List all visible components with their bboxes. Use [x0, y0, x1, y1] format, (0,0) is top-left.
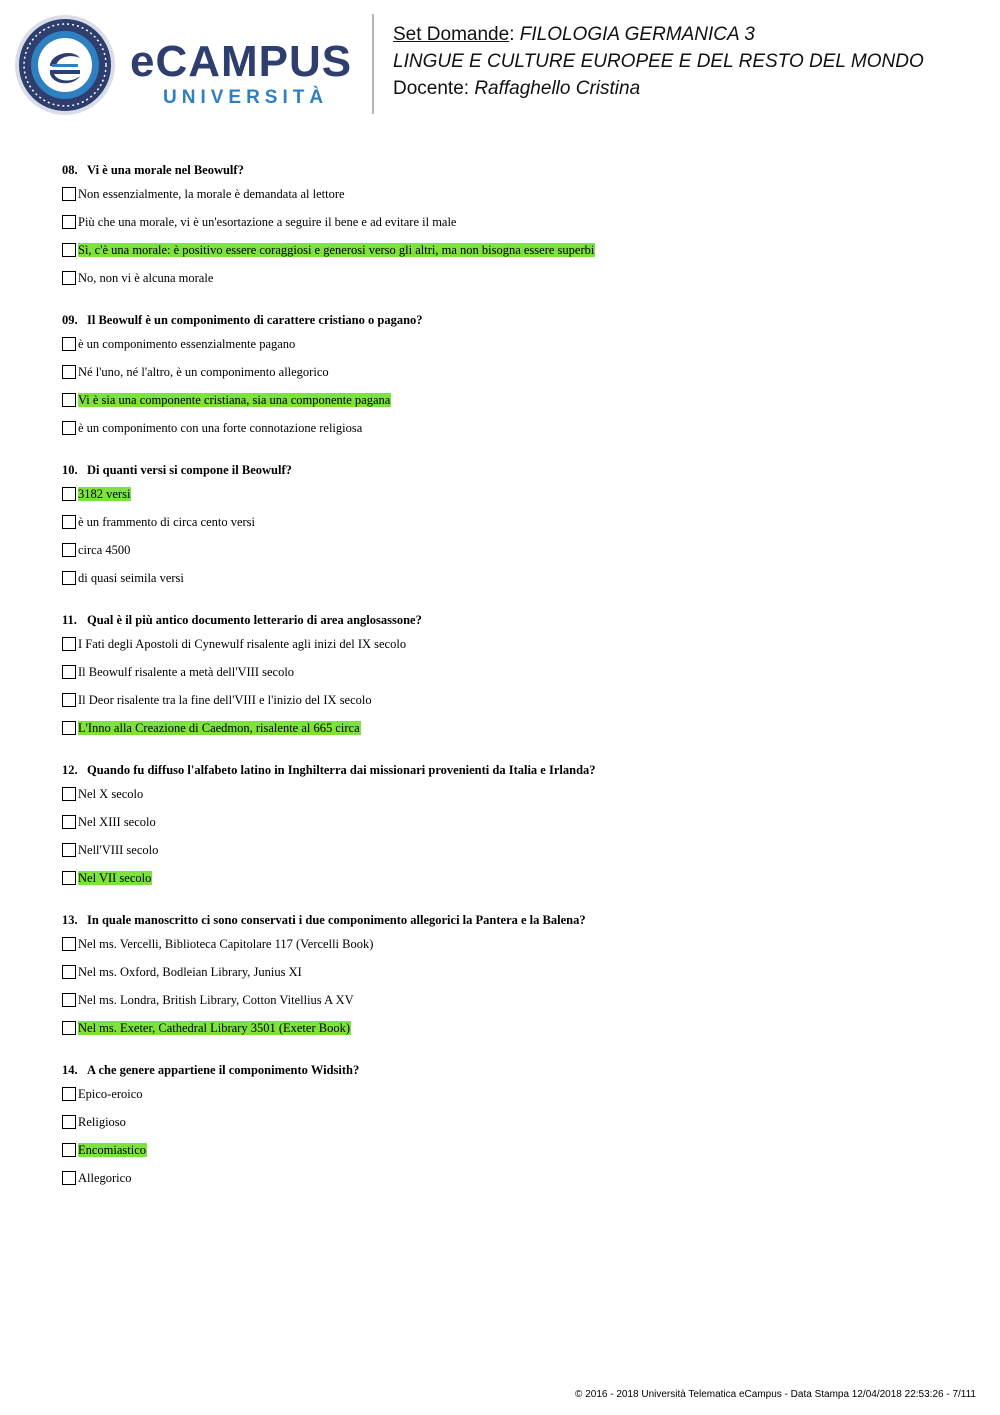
question-number: 09.	[62, 313, 78, 327]
question-block	[62, 912, 962, 1049]
answer-text: è un frammento di circa cento versi	[78, 515, 256, 529]
page-footer: © 2016 - 2018 Università Telematica eCampus - Data Stampa 12/04/2018 22:53:26 - 7/111	[575, 1389, 976, 1400]
question-title	[62, 462, 962, 478]
answer-text-correct: L'Inno alla Creazione di Caedmon, risalente al 665 circa	[78, 721, 360, 735]
teacher-name: Raffaghello Cristina	[474, 78, 641, 99]
answer-text: Allegorico	[78, 1171, 132, 1185]
question-text: In quale manoscritto ci sono conservati i due componimento allegorici la Pantera e la Balena?	[87, 913, 586, 927]
answer-checkbox[interactable]	[62, 965, 76, 979]
header-divider	[372, 14, 374, 114]
answer-option[interactable]	[62, 1143, 962, 1171]
answer-text: Nel XIII secolo	[78, 815, 156, 829]
answer-option[interactable]	[62, 637, 962, 665]
question-number: 11.	[62, 613, 77, 627]
question-list	[62, 162, 962, 1212]
question-text: Quando fu diffuso l'alfabeto latino in Inghilterra dai missionari provenienti da Italia e Irlanda?	[87, 763, 596, 777]
answer-text-correct: Nel ms. Exeter, Cathedral Library 3501 (Exeter Book)	[78, 1021, 350, 1035]
answer-checkbox[interactable]	[62, 815, 76, 829]
answer-checkbox[interactable]	[62, 721, 76, 735]
question-number: 12.	[62, 763, 78, 777]
answer-option[interactable]	[62, 421, 962, 449]
answer-option[interactable]	[62, 243, 962, 271]
question-number: 14.	[62, 1063, 78, 1077]
teacher-label: Docente:	[393, 78, 475, 99]
answer-option[interactable]	[62, 365, 962, 393]
answer-option[interactable]	[62, 815, 962, 843]
answer-text: Il Beowulf risalente a metà dell'VIII secolo	[78, 665, 295, 679]
answer-text-correct: 3182 versi	[78, 487, 131, 501]
answer-option[interactable]	[62, 487, 962, 515]
answer-option[interactable]	[62, 843, 962, 871]
answer-option[interactable]	[62, 787, 962, 815]
answer-checkbox[interactable]	[62, 543, 76, 557]
answer-checkbox[interactable]	[62, 1143, 76, 1157]
question-number: 13.	[62, 913, 78, 927]
answer-text: Nel ms. Londra, British Library, Cotton Vitellius A XV	[78, 993, 354, 1007]
set-separator: :	[509, 24, 520, 45]
answer-checkbox[interactable]	[62, 571, 76, 585]
answer-text: Nell'VIII secolo	[78, 843, 159, 857]
answer-text: Più che una morale, vi è un'esortazione a seguire il bene e ad evitare il male	[78, 215, 457, 229]
question-block	[62, 762, 962, 899]
answer-checkbox[interactable]	[62, 337, 76, 351]
answer-text: Nel X secolo	[78, 787, 144, 801]
question-title	[62, 1062, 962, 1078]
answer-option[interactable]	[62, 571, 962, 599]
answer-checkbox[interactable]	[62, 1021, 76, 1035]
question-number: 10.	[62, 463, 78, 477]
answer-option[interactable]	[62, 937, 962, 965]
answer-option[interactable]	[62, 693, 962, 721]
answer-checkbox[interactable]	[62, 421, 76, 435]
answer-option[interactable]	[62, 271, 962, 299]
answer-option[interactable]	[62, 187, 962, 215]
ecampus-wordmark	[130, 37, 358, 110]
answer-checkbox[interactable]	[62, 1115, 76, 1129]
question-title	[62, 762, 962, 778]
answer-checkbox[interactable]	[62, 365, 76, 379]
question-text: Di quanti versi si compone il Beowulf?	[87, 463, 292, 477]
logo-brand-text: eCAMPUS	[130, 37, 353, 86]
logo-sub-text: UNIVERSITÀ	[163, 87, 329, 108]
answer-option[interactable]	[62, 215, 962, 243]
answer-text: è un componimento con una forte connotazione religiosa	[78, 421, 363, 435]
course-name: FILOLOGIA GERMANICA 3	[519, 24, 755, 45]
answer-text-correct: Vi è sia una componente cristiana, sia una componente pagana	[78, 393, 391, 407]
answer-checkbox[interactable]	[62, 1087, 76, 1101]
answer-option[interactable]	[62, 1087, 962, 1115]
page-header	[0, 0, 1000, 130]
question-number: 08.	[62, 163, 78, 177]
course-line	[393, 23, 755, 47]
answer-checkbox[interactable]	[62, 787, 76, 801]
set-label: Set Domande	[393, 24, 510, 45]
answer-text: di quasi seimila versi	[78, 571, 184, 585]
question-block	[62, 462, 962, 599]
answer-checkbox[interactable]	[62, 487, 76, 501]
answer-text: Né l'uno, né l'altro, è un componimento allegorico	[78, 365, 329, 379]
answer-checkbox[interactable]	[62, 665, 76, 679]
answer-text-correct: Sì, c'è una morale: è positivo essere coraggiosi e generosi verso gli altri, ma non bisogna essere superbi	[78, 243, 595, 257]
program-name: LINGUE E CULTURE EUROPEE E DEL RESTO DEL MONDO	[393, 51, 924, 72]
question-text: A che genere appartiene il componimento Widsith?	[87, 1063, 360, 1077]
question-text: Qual è il più antico documento letterario di area anglosassone?	[87, 613, 422, 627]
answer-checkbox[interactable]	[62, 187, 76, 201]
answer-checkbox[interactable]	[62, 515, 76, 529]
answer-option[interactable]	[62, 665, 962, 693]
question-title	[62, 312, 962, 328]
answer-text: I Fati degli Apostoli di Cynewulf risalente agli inizi del IX secolo	[78, 637, 407, 651]
question-block	[62, 312, 962, 449]
answer-checkbox[interactable]	[62, 243, 76, 257]
answer-text: Religioso	[78, 1115, 126, 1129]
answer-option[interactable]	[62, 393, 962, 421]
answer-checkbox[interactable]	[62, 843, 76, 857]
answer-text: Nel ms. Oxford, Bodleian Library, Junius XI	[78, 965, 302, 979]
question-title	[62, 162, 962, 178]
answer-option[interactable]	[62, 543, 962, 571]
ecampus-seal-logo	[14, 14, 116, 116]
answer-checkbox[interactable]	[62, 271, 76, 285]
question-block	[62, 162, 962, 299]
answer-checkbox[interactable]	[62, 871, 76, 885]
answer-checkbox[interactable]	[62, 215, 76, 229]
answer-checkbox[interactable]	[62, 993, 76, 1007]
question-text: Vi è una morale nel Beowulf?	[87, 163, 244, 177]
question-title	[62, 612, 962, 628]
answer-checkbox[interactable]	[62, 637, 76, 651]
answer-checkbox[interactable]	[62, 693, 76, 707]
question-title	[62, 912, 962, 928]
answer-text-correct: Encomiastico	[78, 1143, 147, 1157]
question-block	[62, 1062, 962, 1199]
answer-text-correct: Nel VII secolo	[78, 871, 152, 885]
answer-option[interactable]	[62, 1021, 962, 1049]
answer-option[interactable]	[62, 337, 962, 365]
answer-text: Epico-eroico	[78, 1087, 143, 1101]
answer-text: Il Deor risalente tra la fine dell'VIII e l'inizio del IX secolo	[78, 693, 372, 707]
answer-option[interactable]	[62, 993, 962, 1021]
answer-text: è un componimento essenzialmente pagano	[78, 337, 296, 351]
answer-option[interactable]	[62, 721, 962, 749]
answer-text: Non essenzialmente, la morale è demandata al lettore	[78, 187, 345, 201]
answer-option[interactable]	[62, 965, 962, 993]
answer-checkbox[interactable]	[62, 1171, 76, 1185]
answer-option[interactable]	[62, 871, 962, 899]
question-text: Il Beowulf è un componimento di carattere cristiano o pagano?	[87, 313, 423, 327]
answer-option[interactable]	[62, 1115, 962, 1143]
answer-option[interactable]	[62, 515, 962, 543]
question-block	[62, 612, 962, 749]
answer-text: No, non vi è alcuna morale	[78, 271, 214, 285]
answer-option[interactable]	[62, 1171, 962, 1199]
answer-checkbox[interactable]	[62, 937, 76, 951]
answer-text: circa 4500	[78, 543, 131, 557]
answer-text: Nel ms. Vercelli, Biblioteca Capitolare 117 (Vercelli Book)	[78, 937, 374, 951]
answer-checkbox[interactable]	[62, 393, 76, 407]
teacher-line	[393, 77, 640, 101]
